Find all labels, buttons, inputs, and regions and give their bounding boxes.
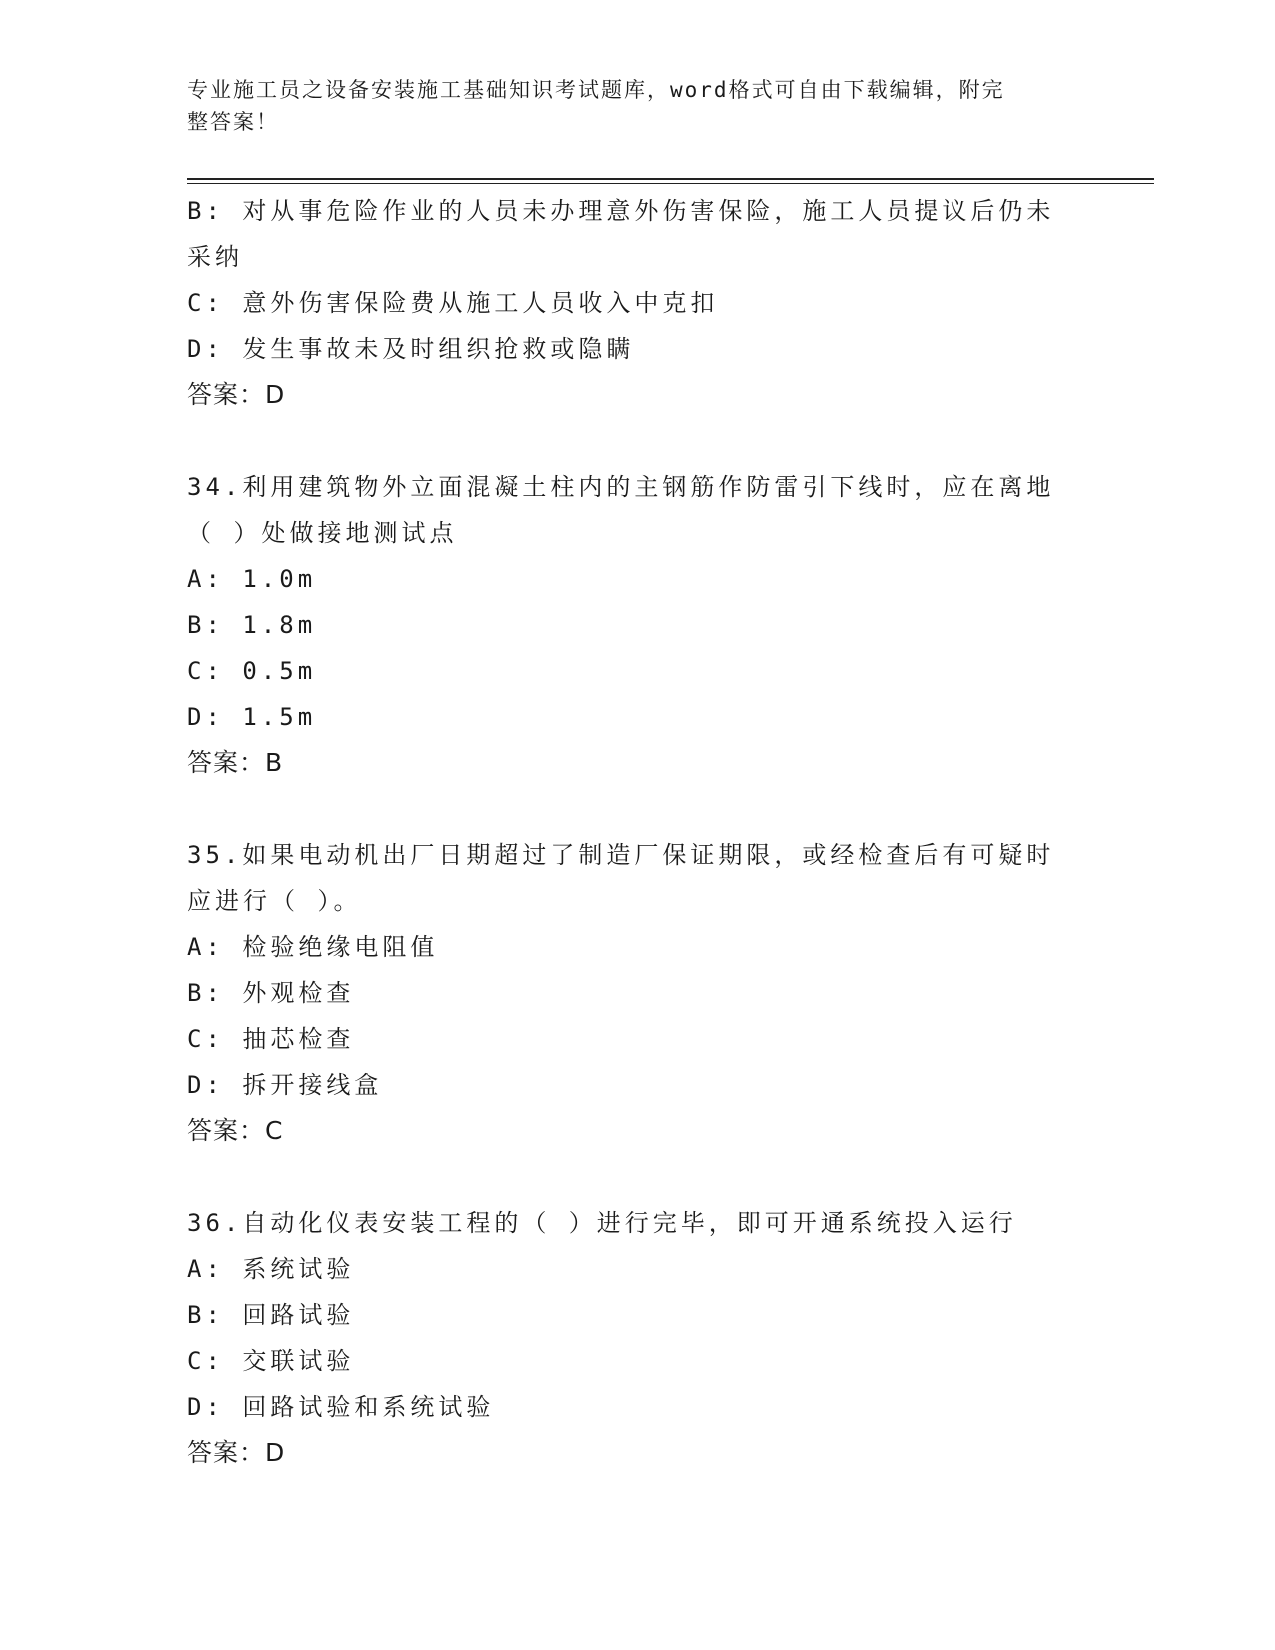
question-34: [187, 464, 1087, 785]
header-rule-thin: [187, 183, 1154, 184]
header-line-2: 整答案！: [187, 110, 279, 134]
option-b: B: 回路试验: [187, 1301, 355, 1329]
document-header: [187, 74, 1077, 138]
spacer: [187, 785, 1087, 832]
question-36: [187, 1200, 1087, 1475]
spacer: [187, 1153, 1087, 1200]
option-c: C: 抽芯检查: [187, 1025, 355, 1053]
answer: 答案：D: [187, 380, 286, 409]
option-b-line-1: B: 对从事危险作业的人员未办理意外伤害保险，施工人员提议后仍未: [187, 197, 1055, 225]
header-rule-thick: [187, 178, 1154, 180]
spacer: [187, 417, 1087, 464]
question-list: [187, 188, 1087, 1475]
option-d: D: 1.5m: [187, 703, 317, 731]
answer: 答案：B: [187, 748, 284, 777]
option-a: A: 检验绝缘电阻值: [187, 933, 439, 961]
header-line-1: 专业施工员之设备安装施工基础知识考试题库，word格式可自由下载编辑，附完: [187, 78, 1005, 102]
option-a: A: 系统试验: [187, 1255, 355, 1283]
question-33: [187, 188, 1087, 417]
question-stem-line-2: （ ）处做接地测试点: [187, 519, 458, 547]
question-stem-line-1: 34.利用建筑物外立面混凝土柱内的主钢筋作防雷引下线时，应在离地: [187, 473, 1055, 501]
option-b: B: 1.8m: [187, 611, 317, 639]
option-c: C: 意外伤害保险费从施工人员收入中克扣: [187, 289, 719, 317]
option-c: C: 0.5m: [187, 657, 317, 685]
option-b: B: 外观检查: [187, 979, 355, 1007]
option-c: C: 交联试验: [187, 1347, 355, 1375]
answer: 答案：C: [187, 1116, 284, 1145]
question-stem-line-2: 应进行（ ）。: [187, 887, 362, 915]
option-d: D: 回路试验和系统试验: [187, 1393, 495, 1421]
question-stem-line-1: 35.如果电动机出厂日期超过了制造厂保证期限，或经检查后有可疑时: [187, 841, 1055, 869]
question-stem-line-1: 36.自动化仪表安装工程的（ ）进行完毕，即可开通系统投入运行: [187, 1209, 1017, 1237]
question-35: [187, 832, 1087, 1153]
option-a: A: 1.0m: [187, 565, 317, 593]
answer: 答案：D: [187, 1438, 286, 1467]
option-b-line-2: 采纳: [187, 243, 243, 271]
option-d: D: 拆开接线盒: [187, 1071, 383, 1099]
option-d: D: 发生事故未及时组织抢救或隐瞒: [187, 335, 635, 363]
